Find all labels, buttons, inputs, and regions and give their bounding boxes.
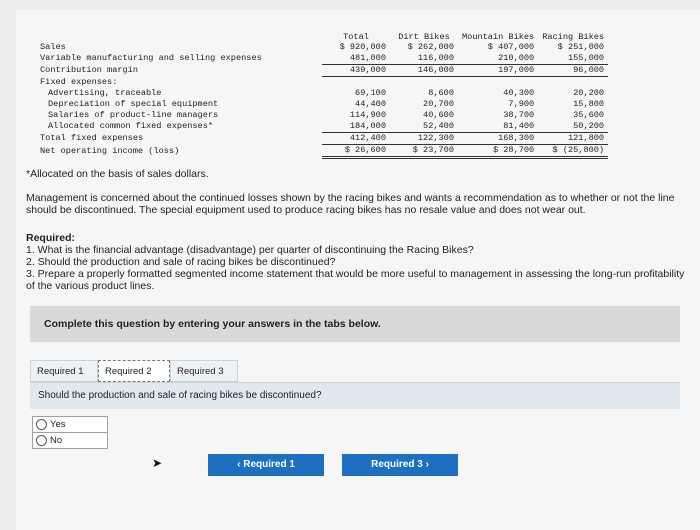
table-row	[36, 42, 608, 53]
radio-circle-icon[interactable]	[36, 419, 47, 430]
cell: 96,000	[538, 65, 608, 77]
table-row	[36, 145, 608, 158]
table-row	[36, 77, 608, 89]
problem-paragraph: Management is concerned about the continued losses shown by the racing bikes and wants a recommendation as to whether or not the line should be discontinued. The special equipment used to produce racing bikes has no resale value and does not wear out.	[26, 192, 675, 216]
row-label: Net operating income (loss)	[40, 145, 180, 156]
cell: 52,400	[390, 121, 458, 133]
option-label: No	[50, 435, 63, 446]
option-yes[interactable]	[33, 417, 107, 433]
cell: 38,700	[503, 110, 535, 120]
table-row	[36, 88, 608, 99]
cell: $ 23,700	[390, 145, 458, 158]
cell: 7,900	[508, 99, 535, 109]
answer-options	[32, 416, 108, 449]
header-racing-bikes: Racing Bikes	[542, 32, 605, 42]
cell: $ 251,000	[557, 42, 605, 52]
cell: $ 920,000	[339, 42, 386, 52]
table-row	[36, 99, 608, 110]
row-label: Allocated common fixed expenses*	[48, 121, 214, 132]
cell: 155,000	[538, 53, 608, 65]
option-no[interactable]	[33, 433, 107, 448]
row-label: Salaries of product-line managers	[48, 110, 219, 120]
cell: 116,000	[390, 53, 458, 65]
cell: $ (25,800)	[538, 145, 608, 158]
tab-required-1[interactable]: Required 1	[30, 360, 98, 382]
row-label: Variable manufacturing and selling expenses	[40, 53, 262, 64]
chevron-left-icon: ‹	[237, 459, 241, 470]
cell: 439,000	[322, 65, 390, 77]
content-area	[16, 10, 700, 530]
tab-required-2[interactable]: Required 2	[98, 360, 170, 382]
cell: $ 26,600	[322, 145, 390, 158]
row-label: Advertising, traceable	[48, 88, 162, 98]
table-row	[36, 53, 608, 65]
row-label: Contribution margin	[40, 65, 138, 75]
cell: 121,800	[538, 133, 608, 145]
row-label: Total fixed expenses	[40, 133, 144, 143]
cell: 197,000	[458, 65, 538, 77]
cell: 412,400	[322, 133, 390, 145]
cell: 122,300	[390, 133, 458, 145]
table-header-row	[36, 18, 608, 42]
cell: 35,600	[573, 110, 605, 120]
income-statement-table	[36, 18, 608, 159]
cell: $ 28,700	[458, 145, 538, 158]
question-bar	[30, 382, 680, 409]
next-label: Required 3	[371, 459, 423, 470]
banner-text: Complete this question by entering your answers in the tabs below.	[44, 318, 381, 330]
option-label: Yes	[50, 419, 66, 430]
required-title: Required:	[26, 232, 76, 244]
footnote: *Allocated on the basis of sales dollars.	[26, 168, 209, 180]
cell: 40,600	[423, 110, 454, 120]
required-item: 1. What is the financial advantage (disadvantage) per quarter of discontinuing the Racing Bikes?	[26, 244, 474, 256]
header-mountain-bikes: Mountain Bikes	[462, 32, 535, 42]
cell: 8,600	[428, 88, 454, 98]
row-label: Fixed expenses:	[40, 76, 118, 87]
next-required-button[interactable]	[342, 454, 458, 476]
cell: $ 407,000	[487, 42, 535, 52]
required-section	[26, 232, 696, 292]
tab-bar	[30, 360, 680, 382]
cell: 50,200	[538, 121, 608, 133]
prev-label: Required 1	[243, 459, 295, 470]
cell: $ 262,000	[407, 42, 454, 52]
header-dirt-bikes: Dirt Bikes	[398, 32, 450, 42]
cell: 69,100	[355, 88, 386, 98]
required-item: 3. Prepare a properly formatted segmented income statement that would be more useful to management in assessing the long-run profitability of the various product lines.	[26, 268, 685, 292]
table-row	[36, 110, 608, 121]
header-total: Total	[343, 32, 369, 42]
radio-circle-icon[interactable]	[36, 435, 47, 446]
cell: 15,800	[573, 99, 605, 109]
cell: 44,400	[355, 99, 386, 109]
cell: 146,000	[390, 65, 458, 77]
cell: 81,400	[458, 121, 538, 133]
cell: 20,200	[573, 88, 605, 98]
chevron-right-icon: ›	[425, 459, 429, 470]
prev-required-button[interactable]	[208, 454, 324, 476]
cell: 40,300	[503, 88, 535, 98]
table-row	[36, 133, 608, 145]
cell: 210,000	[458, 53, 538, 65]
cell: 481,000	[322, 53, 390, 65]
cell: 184,000	[322, 121, 390, 133]
row-label: Sales	[40, 42, 66, 52]
cell: 20,700	[423, 99, 454, 109]
mouse-cursor-icon: ➤	[152, 456, 163, 470]
instruction-banner	[30, 306, 680, 342]
table-row	[36, 121, 608, 133]
question-text: Should the production and sale of racing bikes be discontinued?	[38, 390, 322, 401]
cell: 168,300	[458, 133, 538, 145]
required-item: 2. Should the production and sale of racing bikes be discontinued?	[26, 256, 336, 268]
cell: 114,900	[349, 110, 386, 120]
table-row	[36, 65, 608, 77]
tab-required-3[interactable]: Required 3	[170, 360, 238, 382]
row-label: Depreciation of special equipment	[48, 99, 219, 109]
